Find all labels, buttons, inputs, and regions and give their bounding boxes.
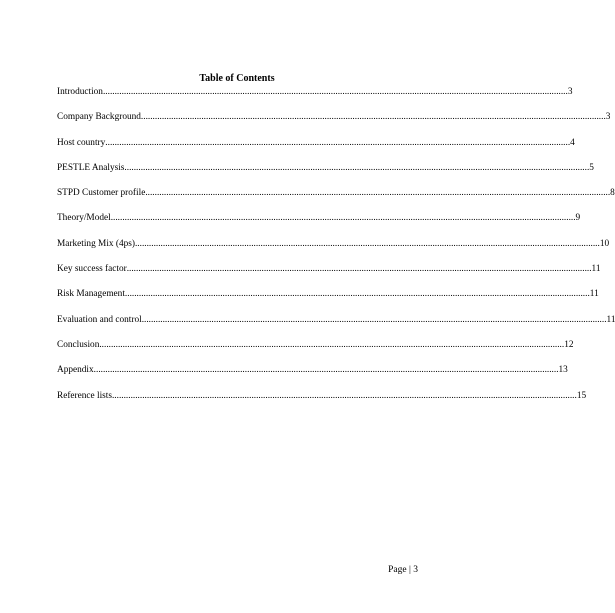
toc-entry-label: Theory/Model xyxy=(57,213,111,224)
toc-dot-leader: ........................................................................................................................................................................................................ xyxy=(102,87,568,97)
toc-entry-appendix[interactable] xyxy=(57,364,568,376)
toc-entry-page: 11 xyxy=(591,264,601,275)
toc-entry-page: 12 xyxy=(564,339,574,350)
toc-dot-leader: ........................................................................................................................................................................................................ xyxy=(99,339,565,350)
toc-dot-leader: ........................................................................................................................................................................................................ xyxy=(105,137,571,148)
toc-title: Table of Contents xyxy=(199,73,275,84)
toc-entry-page: 10 xyxy=(599,238,610,249)
toc-entry-page: 3 xyxy=(567,87,573,97)
toc-dot-leader: ........................................................................................................................................................................................................ xyxy=(110,213,576,224)
toc-entry-page: 11 xyxy=(589,289,599,300)
toc-list xyxy=(57,86,615,415)
toc-entry-risk-management[interactable] xyxy=(57,288,599,300)
toc-entry-label: Company Background xyxy=(57,112,141,123)
toc-entry-host-country[interactable] xyxy=(57,137,575,149)
toc-entry-label: Key success factor xyxy=(57,264,127,275)
toc-entry-page: 11 xyxy=(606,314,615,325)
toc-entry-label: Appendix xyxy=(57,365,94,376)
toc-entry-label: PESTLE Analysis xyxy=(57,162,125,173)
toc-dot-leader: ........................................................................................................................................................................................................ xyxy=(93,365,559,376)
toc-entry-marketing-mix[interactable] xyxy=(57,238,610,250)
toc-dot-leader: ........................................................................................................................................................................................................ xyxy=(111,390,577,401)
toc-dot-leader: ........................................................................................................................................................................................................ xyxy=(145,188,611,199)
toc-entry-label: Host country xyxy=(57,137,106,148)
toc-entry-key-success-factor[interactable] xyxy=(57,263,601,275)
toc-entry-page: 13 xyxy=(558,365,568,376)
toc-dot-leader: ........................................................................................................................................................................................................ xyxy=(124,289,590,300)
toc-dot-leader: ........................................................................................................................................................................................................ xyxy=(126,264,592,275)
toc-dot-leader: ........................................................................................................................................................................................................ xyxy=(134,238,600,249)
toc-entry-evaluation-and-control[interactable] xyxy=(57,314,615,326)
toc-entry-label: Marketing Mix (4ps) xyxy=(57,238,135,249)
toc-entry-label: STPD Customer profile xyxy=(57,188,146,199)
toc-entry-page: 15 xyxy=(576,390,587,401)
toc-entry-page: 8 xyxy=(610,188,615,199)
toc-entry-theory-model[interactable] xyxy=(57,212,581,224)
toc-dot-leader: ........................................................................................................................................................................................................ xyxy=(140,112,606,123)
toc-entry-introduction[interactable] xyxy=(57,86,573,98)
toc-entry-label: Evaluation and control xyxy=(57,314,142,325)
toc-entry-page: 5 xyxy=(589,162,594,173)
toc-entry-stpd-customer-profile[interactable] xyxy=(57,187,615,199)
toc-entry-pestle-analysis[interactable] xyxy=(57,162,594,174)
page-footer: Page | 3 xyxy=(388,565,418,575)
toc-entry-label: Introduction xyxy=(57,87,103,97)
toc-entry-page: 9 xyxy=(575,213,581,224)
toc-entry-reference-lists[interactable] xyxy=(57,390,587,402)
toc-entry-page: 4 xyxy=(570,137,575,148)
toc-entry-conclusion[interactable] xyxy=(57,339,574,351)
toc-entry-label: Reference lists xyxy=(57,390,112,401)
toc-dot-leader: ........................................................................................................................................................................................................ xyxy=(141,314,607,325)
toc-entry-label: Risk Management xyxy=(57,289,125,300)
toc-dot-leader: ........................................................................................................................................................................................................ xyxy=(124,162,590,173)
toc-entry-label: Conclusion xyxy=(57,339,100,350)
toc-entry-company-background[interactable] xyxy=(57,111,611,123)
toc-entry-page: 3 xyxy=(605,112,611,123)
